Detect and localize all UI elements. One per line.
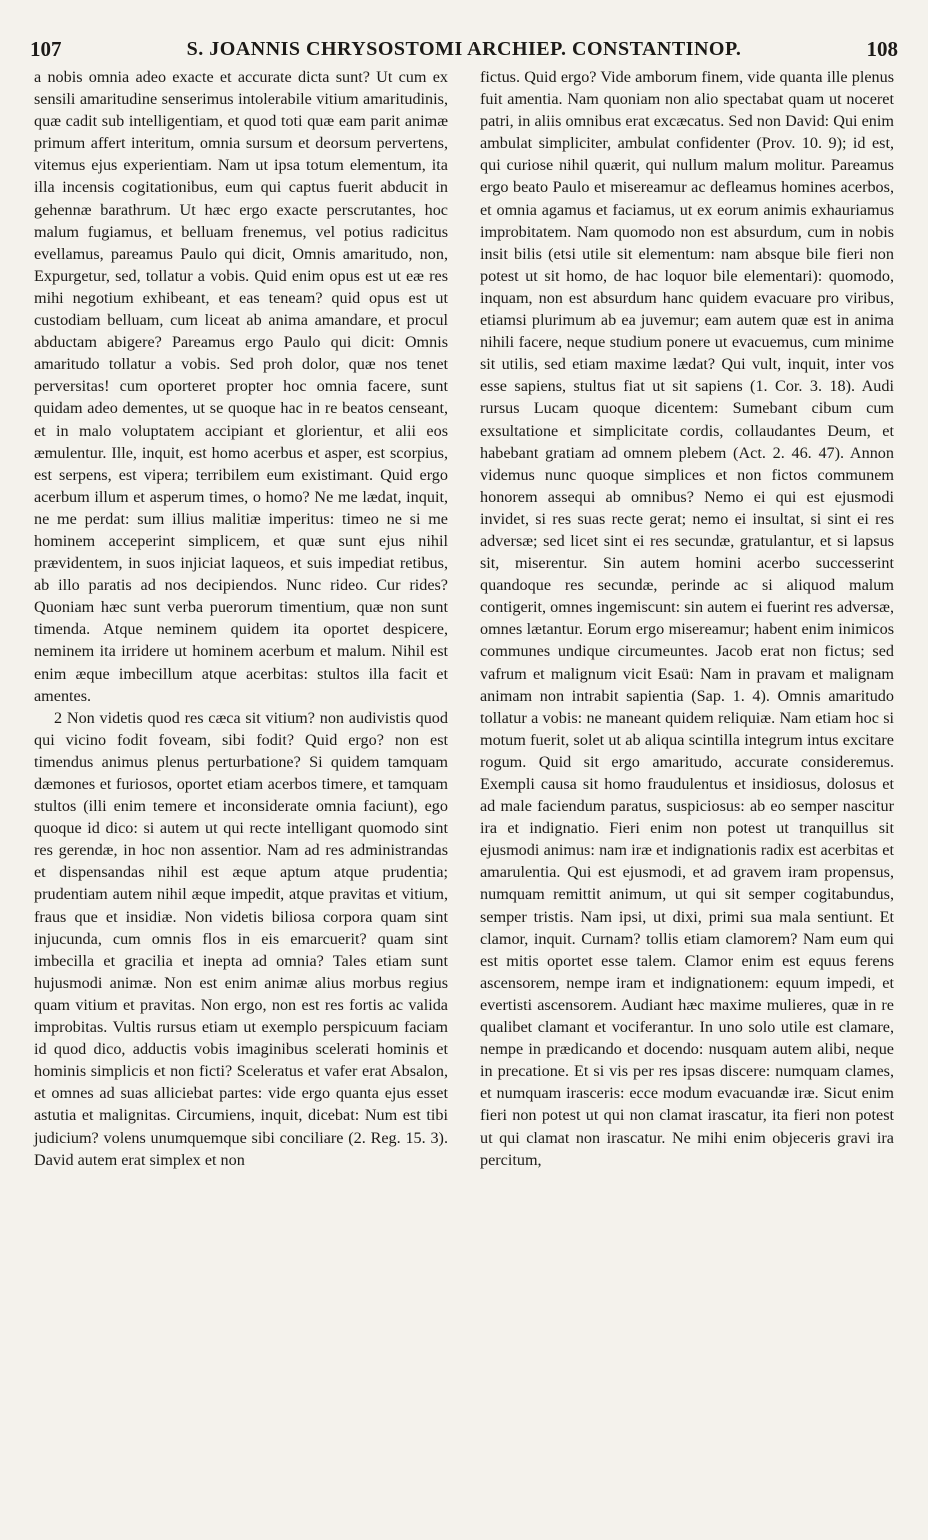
right-page-number: 108	[866, 36, 898, 61]
left-paragraph-2: 2 Non videtis quod res cæca sit vitium? non audivistis quod qui vicino fodit foveam, sibi fodit? Quid ergo? non est timendus animus plenus perturbatione? Si quidem tamquam dæmones et furiosos, oportet etiam acerbos timere, et tamquam stultos (illi enim temere et inconsiderate omnia faciunt), ego quoque id dico: si autem ut qui recte intelligant quomodo sint res gerendæ, in hoc non assentior. Nam ad res administrandas et dispensandas nihil est æque aptum atque prudentia; prudentiam autem nihil æque impedit, atque pravitas et vitium, fraus que et insidiæ. Non videtis biliosa corpora quam sint injucunda, cum omnis flos in eis emarcuerit? quam sint imbecilla et gracilia et inepta ad omnia? Tales etiam sunt hujusmodi animæ. Non est enim animæ alius morbus regius quam vitium et pravitas. Non ergo, non est res fortis ac valida improbitas. Vultis rursus etiam ut exemplo perspicuum faciam id quod dico, adductis vobis imaginibus scelerati hominis et hominis simplicis et non ficti? Sceleratus et vafer erat Absalon, et omnes ad suas alliciebat partes: vide ergo quanta ejus esset astutia et malignitas. Circumiens, inquit, dicebat: Num est tibi judicium? volens unumquemque sibi conciliare (2. Reg. 15. 3). David autem erat simplex et non	[34, 708, 448, 1169]
right-paragraph-1: fictus. Quid ergo? Vide amborum finem, vide quanta ille plenus fuit amentia. Nam quoniam non alio spectabat quam ut noceret patri, in aliis omnibus erat excæcatus. Sed non David: Qui enim ambulat simpliciter, ambulat confidenter (Prov. 10. 9); id est, qui curiose nihil quærit, qui nullum malum molitur. Pareamus ergo beato Paulo et misereamur ac defleamus homines acerbos, et omnia agamus et faciamus, ut ex eorum animis exhauriamus improbitatem. Nam quomodo non est absurdum, cum in nobis insit bilis (etsi utile sit elementum: nam absque bile fieri non potest ut sit homo, de hac loquor bile elementari): quomodo, inquam, non est absurdum hanc quidem evacuare pro viribus, etiamsi plurimum ab ea juvemur; eam autem quæ est in anima nihili facere, neque studium ponere ut evacuemus, cum minime sit utilis, sed etiam maxime lædat? Qui vult, inquit, inter vos esse sapiens, stultus fiat ut sit sapiens (1. Cor. 3. 18). Audi rursus Lucam quoque dicentem: Sumebant cibum cum exsultatione et simplicitate cordis, collaudantes Deum, et habebant gratiam ad omnem plebem (Act. 2. 46. 47). Annon videmus nunc quoque simplices et non fictos communem honorem assequi ab omnibus? Nemo ei qui est ejusmodi invidet, si res suas recte gerat; nemo ei insultat, si sint ei res adversæ; sed licet sint ei res secundæ, gratulantur, et si lapsus sit, miserentur. Sin autem homini acerbo successerint quandoque res secundæ, perinde ac si aliquod malum contigerit, omnes ingemiscunt: sin autem ei fuerint res adversæ, omnes lætantur. Eorum ergo misereamur; habent enim inimicos communes undique circumeuntes. Jacob erat non fictus; sed vafrum et malignum vicit Esaü: Nam in pravam et malignam animam non intrabit sapientia (Sap. 1. 4). Omnis amaritudo tollatur a vobis: ne maneant quidem reliquiæ. Nam etiam hoc si motum fuerit, solet ut ab aliqua scintilla integrum intus excitare rogum. Quid sit ergo amaritudo, accurate consideremus. Exempli causa sit homo fraudulentus et insidiosus, dolosus et ad male faciendum paratus, suspiciosus: ab eo semper nascitur ira et indignatio. Fieri enim non potest ut tranquillus sit ejusmodi animus: nam iræ et indignationis radix est acerbitas et amarulentia. Qui est ejusmodi, et ad gravem iram propensus, numquam remittit animum, ut qui sit semper cogitabundus, semper tristis. Nam ipsi, ut dixi, primi sua mala sentiunt. Et clamor, inquit. Curnam? tollis etiam clamorem? Nam eum qui est mitis oportet esse talem. Clamor enim est equus ferens ascensorem, nempe iram et indignationem: equum impedi, et evertisti ascensorem. Audiant hæc maxime mulieres, quæ in re qualibet clamant et vociferantur. In uno solo utile est clamare, nempe in prædicando et docendo: nusquam autem alibi, neque in precatione. Et si vis per res ipsas discere: numquam clames, et numquam irasceris: ecce modum evacuandæ iræ. Sicut enim fieri non potest ut qui non clamat irascatur, ita fieri non potest ut qui clamat non irascatur. Ne mihi enim objeceris gravi ira percitum,	[480, 68, 894, 1169]
running-header	[30, 34, 898, 64]
running-title: S. JOANNIS CHRYSOSTOMI ARCHIEP. CONSTANTINOP.	[186, 37, 742, 60]
right-column	[480, 66, 894, 1171]
column-gutter	[459, 66, 460, 1506]
left-page-number: 107	[30, 36, 62, 61]
left-paragraph-1: a nobis omnia adeo exacte et accurate dicta sunt? Ut cum ex sensili amaritudine senserimus intolerabile vitium amaritudinis, quæ cadit sub intelligentiam, et quod toti quæ eam parit animæ primum affert interitum, omnia sursum et deorsum pervertens, vitemus ejus experientiam. Nam ut ipsa totum elementum, ita illa incensis cogitationibus, eum qui captus fuerit abducit in gehennæ barathrum. Ut hæc ergo exacte perscrutantes, hoc malum fugiamus, et belluam frenemus, vel potius radicitus evellamus, pareamus Paulo qui dicit, Omnis amaritudo, non, Expurgetur, sed, tollatur a vobis. Quid enim opus est ut eæ res mihi negotium exhibeant, et eas teneam? quid opus est ut custodiam belluam, cum liceat ab anima amandare, et procul abductam abigere? Pareamus ergo Paulo qui dicit: Omnis amaritudo tollatur a vobis. Sed proh dolor, quæ nos tenet perversitas! cum oporteret propter hoc omnia facere, sunt quidam adeo dementes, ut se quoque hac in re beatos censeant, et in malo voluptatem accipiant et glorientur, et alii eos æmulentur. Ille, inquit, est homo acerbus et asper, est scorpius, est serpens, est vipera; terribilem eum existimant. Quid ergo acerbum illum et asperum times, o homo? Ne me lædat, inquit, ne me perdat: sum illius malitiæ imperitus: timeo ne si me hominem acceperint simplicem, et quæ sunt ejus nihil prævidentem, in suos injiciat laqueos, et suis impediat retibus, ab illo paratis ad nos decipiendos. Nunc rideo. Cur rides? Quoniam hæc sunt verba puerorum timentium, quæ non sunt timenda. Atque neminem quidem ita oportet despicere, neminem ita irridere ut hominem acerbum et malum. Nihil est enim æque imbecillum atque acerbitas: stultos illa facit et amentes.	[34, 68, 448, 705]
left-column	[34, 66, 448, 1171]
